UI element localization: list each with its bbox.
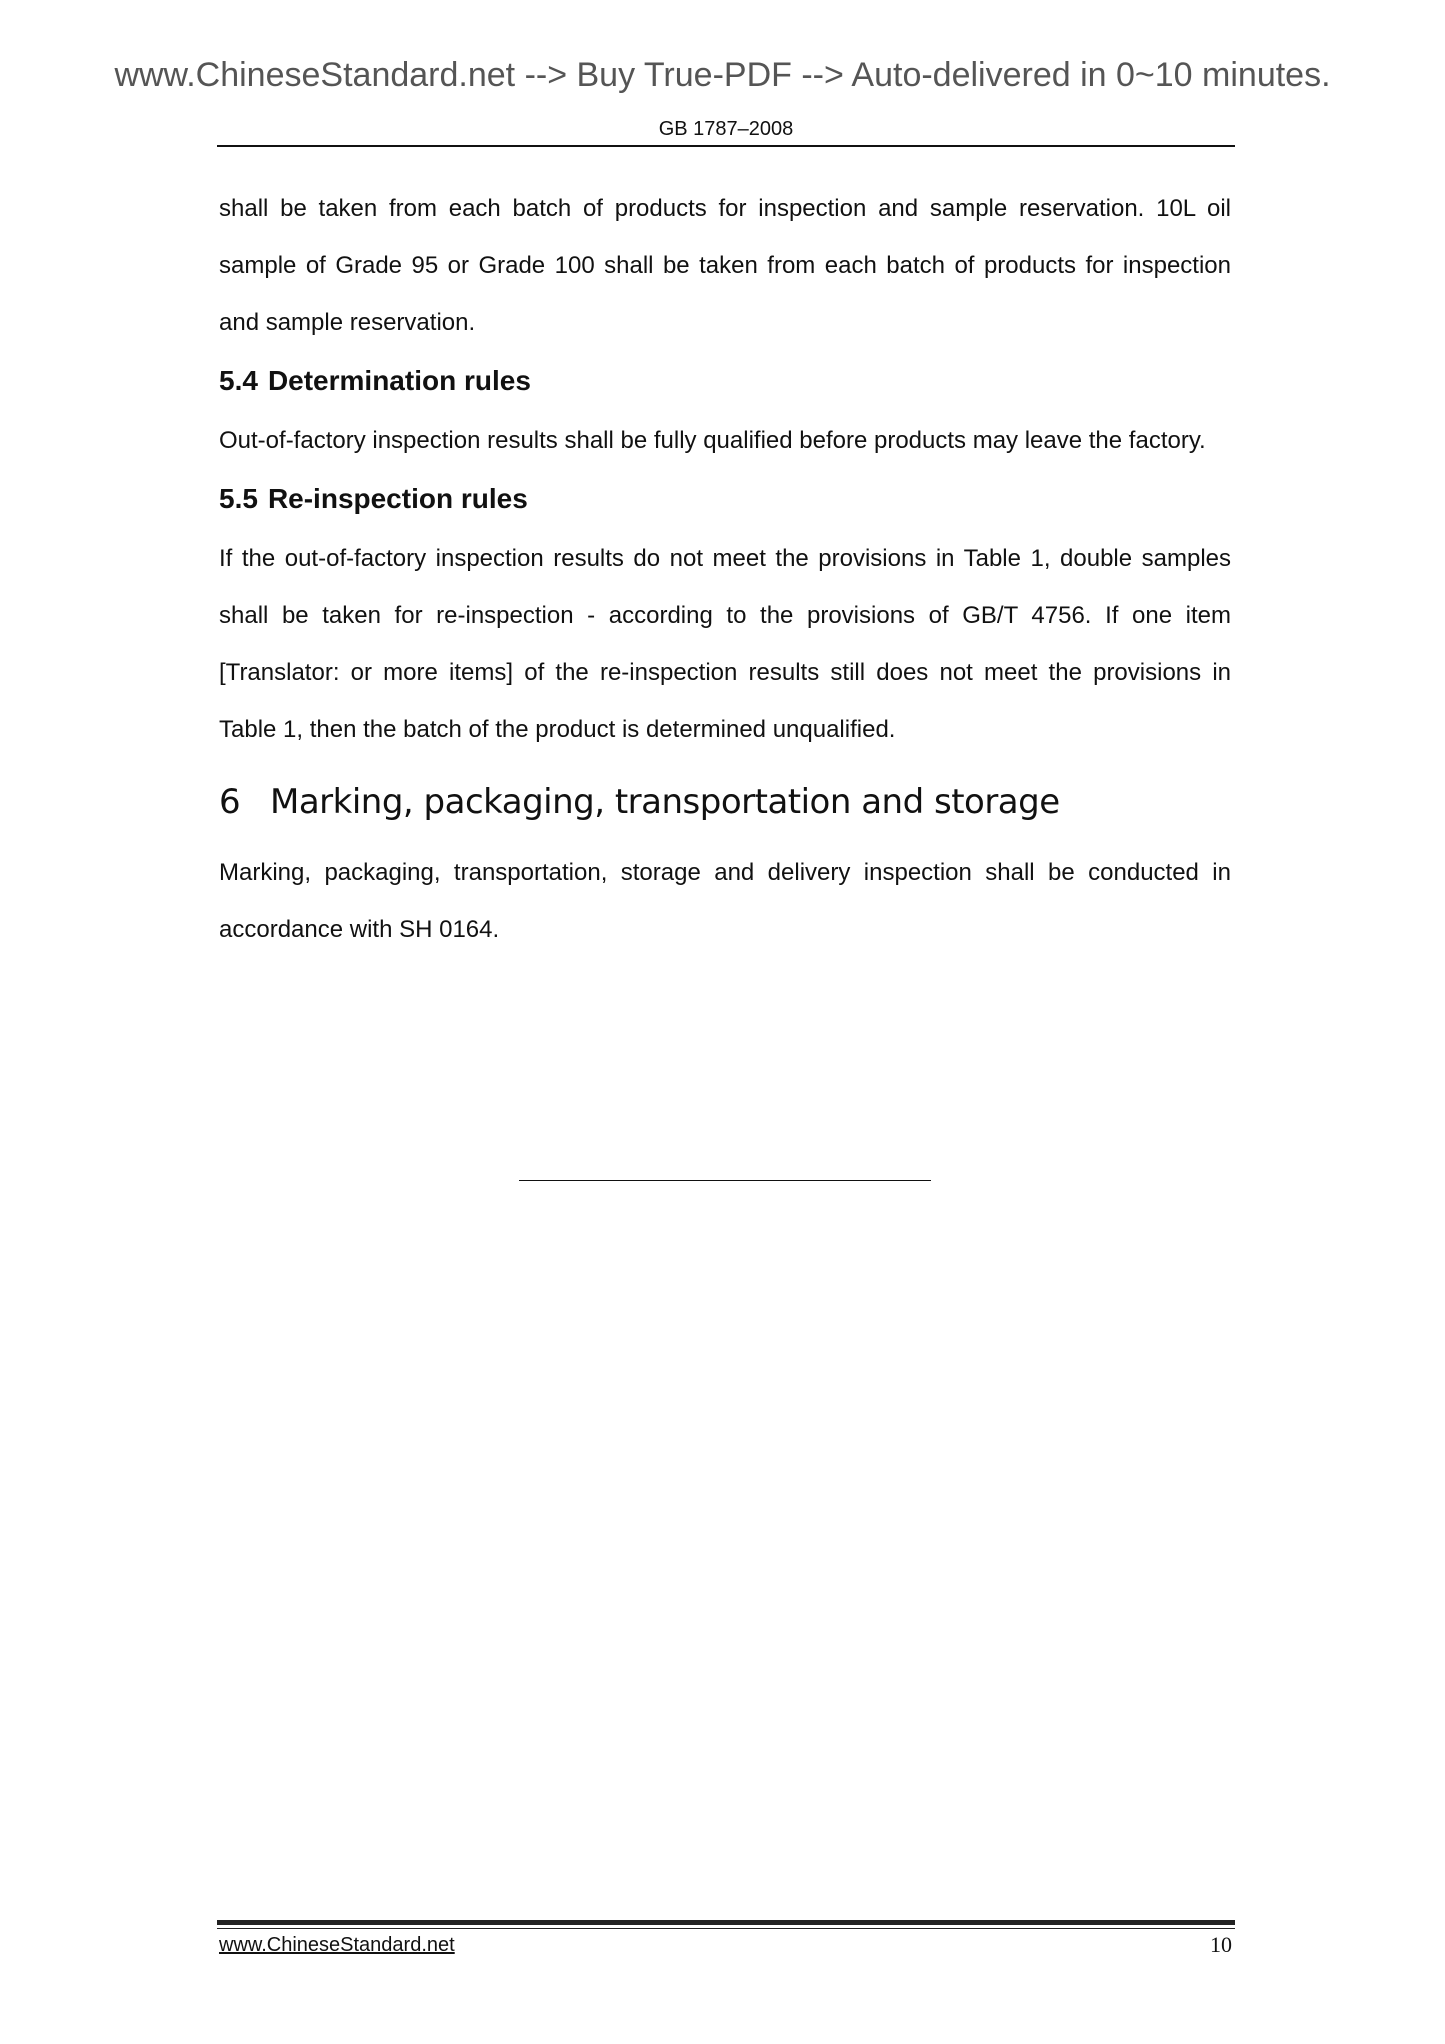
section-6-title: Marking, packaging, transportation and storage	[270, 782, 1060, 822]
header-divider	[217, 145, 1235, 147]
end-of-text-rule	[519, 1180, 931, 1181]
footer-divider-thin	[217, 1928, 1235, 1929]
section-5-4-heading	[219, 364, 1231, 398]
section-5-4-text: Out-of-factory inspection results shall be fully qualified before products may leave the factory.	[219, 427, 1206, 454]
section-5-5-heading	[219, 482, 1231, 516]
intro-paragraph: shall be taken from each batch of products for inspection and sample reservation. 10L oil sample of Grade 95 or Grade 100 shall be taken from each batch of products for inspection and sample reservation.	[219, 195, 1231, 336]
section-5-5-number: 5.5	[219, 483, 258, 514]
footer-divider-thick	[217, 1920, 1235, 1925]
document-body	[219, 180, 1231, 958]
section-5-4-number: 5.4	[219, 365, 258, 396]
section-5-5-title: Re-inspection rules	[267, 483, 528, 514]
footer-site-link[interactable]: www.ChineseStandard.net	[219, 1934, 455, 1956]
section-6-text: Marking, packaging, transportation, storage and delivery inspection shall be conducted in accordance with SH 0164.	[219, 859, 1231, 943]
section-5-5-text: If the out-of-factory inspection results do not meet the provisions in Table 1, double samples shall be taken for re-inspection - according to the provisions of GB/T 4756. If one item [Translator: or more items] of the re-inspection results still does not meet the provisions in Table 1, then the batch of the product is determined unqualified.	[219, 545, 1231, 743]
section-6-number: 6	[219, 782, 241, 822]
site-banner: www.ChineseStandard.net --> Buy True-PDF --> Auto-delivered in 0~10 minutes.	[114, 56, 1331, 94]
section-6-heading	[219, 780, 1231, 824]
section-5-4-title: Determination rules	[267, 365, 531, 396]
standard-code: GB 1787–2008	[658, 118, 794, 140]
page-number: 10	[1210, 1932, 1232, 1957]
